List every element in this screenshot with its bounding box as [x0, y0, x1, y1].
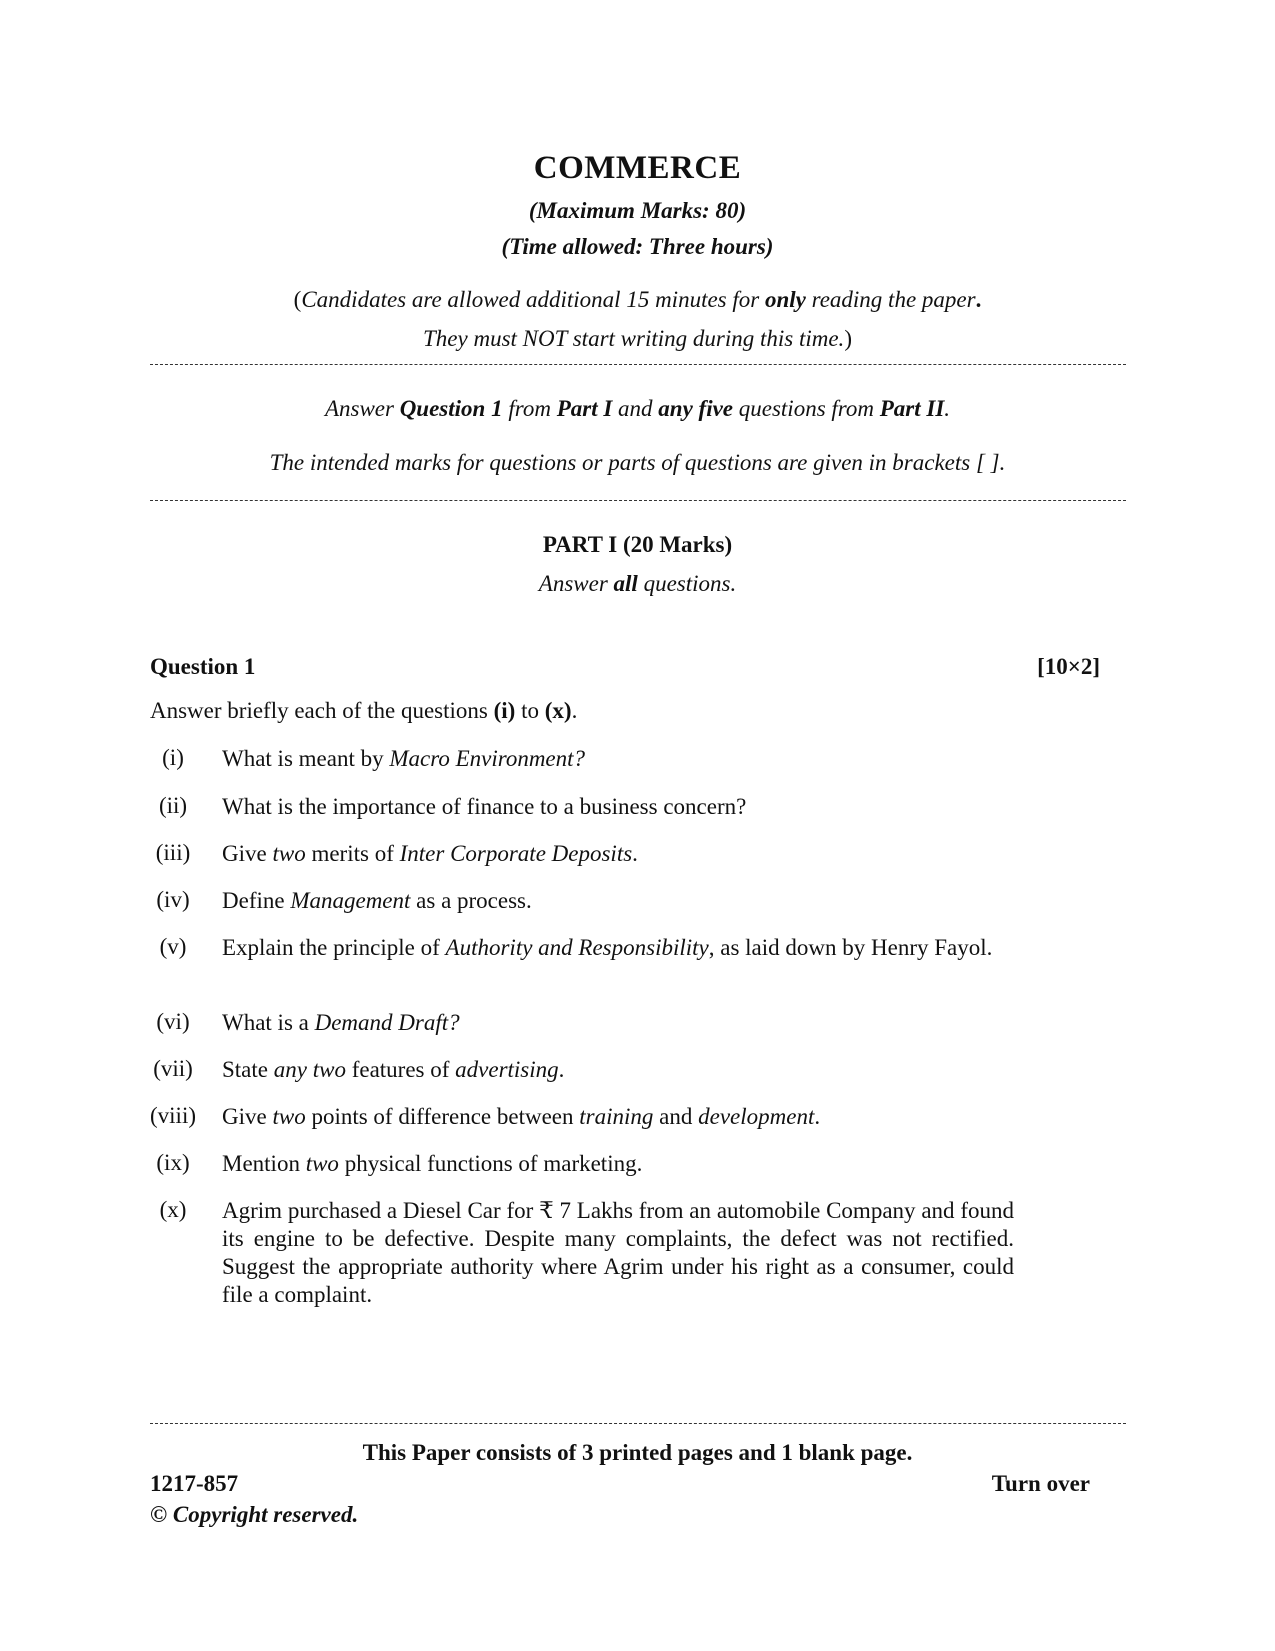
- list-item: [222, 1009, 1014, 1037]
- item-number: (i): [162, 745, 184, 770]
- part1-sub-all: all: [613, 571, 638, 596]
- item-emphasis: Authority and Responsibility: [445, 935, 709, 960]
- item-emphasis: Demand Draft?: [314, 1010, 460, 1035]
- item-emphasis: two: [305, 1151, 339, 1176]
- paren-close: ): [844, 326, 852, 351]
- item-text: merits of: [305, 841, 400, 866]
- pages-note: This Paper consists of 3 printed pages and 1 blank page.: [362, 1440, 913, 1465]
- list-item: [222, 1150, 1014, 1178]
- item-text: and: [653, 1104, 699, 1129]
- reading-note-line2-text: They must NOT start writing during this time.: [423, 326, 845, 351]
- time-allowed: (Time allowed: Three hours): [501, 234, 774, 259]
- list-item: [222, 745, 1014, 773]
- instr-text: from: [502, 396, 557, 421]
- item-emphasis: two: [272, 1104, 306, 1129]
- item-text: as a process.: [410, 888, 532, 913]
- instruction-marks: The intended marks for questions or parts of questions are given in brackets [ ].: [269, 450, 1006, 475]
- item-number: (vi): [156, 1009, 190, 1034]
- item-text: Mention: [222, 1151, 306, 1176]
- item-text: .: [558, 1057, 565, 1082]
- instr-text: questions from: [733, 396, 880, 421]
- item-emphasis: training: [579, 1104, 654, 1129]
- item-text: What is meant by: [222, 746, 390, 771]
- item-number: (x): [159, 1197, 187, 1222]
- item-emphasis: Management: [290, 888, 411, 913]
- max-marks: (Maximum Marks: 80): [528, 198, 747, 223]
- item-text: .: [814, 1104, 821, 1129]
- reading-note-line2: [0, 326, 1275, 352]
- item-text: .: [632, 841, 638, 866]
- item-number: (vii): [153, 1056, 193, 1081]
- list-item: [222, 1056, 1014, 1084]
- intro-x: (x): [544, 698, 572, 723]
- page-title: COMMERCE: [533, 150, 742, 186]
- instr-any-five: any five: [658, 396, 733, 421]
- item-number: (v): [159, 934, 187, 959]
- item-emphasis: Inter Corporate Deposits: [399, 841, 633, 866]
- item-text: , as laid down by Henry Fayol.: [708, 935, 993, 960]
- reading-note-text: Candidates are allowed additional 15 minutes for: [301, 287, 765, 312]
- part1-heading: PART I (20 Marks): [542, 532, 733, 557]
- item-number: (viii): [150, 1103, 196, 1128]
- item-text: features of: [345, 1057, 456, 1082]
- reading-note-text-b: reading the paper: [805, 287, 976, 312]
- list-item: [222, 934, 1014, 962]
- part1-sub-b: questions.: [637, 571, 737, 596]
- list-item: [222, 793, 1014, 821]
- item-text: Agrim purchased a Diesel Car for ₹ 7 Lakhs from an automobile Company and found its engine to be defective. Despite many complaints, the defect was not rectified. Suggest the appropriate authority where Agrim under his right as a consumer, could file a complaint.: [222, 1198, 1014, 1307]
- paren-open: (: [293, 287, 302, 312]
- part1-sub-a: Answer: [538, 571, 614, 596]
- list-item: [222, 887, 1014, 915]
- question1-intro: [150, 698, 577, 724]
- item-text: points of difference between: [305, 1104, 580, 1129]
- item-emphasis: any two: [273, 1057, 346, 1082]
- item-number: (iv): [156, 887, 190, 912]
- divider: [150, 500, 1126, 501]
- item-emphasis: development: [698, 1104, 815, 1129]
- part1-subheading: [0, 571, 1275, 597]
- intro-end: .: [571, 698, 578, 723]
- intro-i: (i): [493, 698, 516, 723]
- item-emphasis: advertising: [455, 1057, 559, 1082]
- list-item: [222, 840, 1014, 868]
- item-emphasis: Macro Environment?: [389, 746, 586, 771]
- instr-part1: Part I: [556, 396, 613, 421]
- instr-text: Answer: [324, 396, 400, 421]
- instr-text: and: [612, 396, 659, 421]
- item-number: (ii): [158, 793, 188, 818]
- item-number: (ix): [156, 1150, 190, 1175]
- reading-note-line1: [0, 287, 1275, 313]
- question1-label: Question 1: [150, 654, 256, 679]
- question1-marks: [10×2]: [1037, 654, 1100, 679]
- turn-over: Turn over: [991, 1471, 1090, 1496]
- reading-note-dot: .: [975, 287, 982, 312]
- item-text: What is the importance of finance to a business concern?: [222, 794, 747, 819]
- paper-code: 1217-857: [150, 1471, 239, 1496]
- item-text: Give: [222, 841, 273, 866]
- reading-note-only: only: [764, 287, 806, 312]
- item-text: physical functions of marketing.: [338, 1151, 643, 1176]
- item-text: State: [222, 1057, 274, 1082]
- instruction-answer: [0, 396, 1275, 422]
- item-text: Define: [222, 888, 291, 913]
- instr-part2: Part II: [879, 396, 945, 421]
- copyright: © Copyright reserved.: [150, 1502, 359, 1527]
- item-emphasis: two: [272, 841, 306, 866]
- intro-to: to: [515, 698, 545, 723]
- instr-text: .: [944, 396, 951, 421]
- item-number: (iii): [155, 840, 191, 865]
- list-item: [222, 1197, 1014, 1309]
- item-text: Explain the principle of: [222, 935, 446, 960]
- instr-question1: Question 1: [399, 396, 503, 421]
- divider: [150, 364, 1126, 365]
- item-text: What is a: [222, 1010, 315, 1035]
- item-text: Give: [222, 1104, 273, 1129]
- list-item: [222, 1103, 1014, 1131]
- intro-text: Answer briefly each of the questions: [150, 698, 494, 723]
- divider: [150, 1423, 1126, 1424]
